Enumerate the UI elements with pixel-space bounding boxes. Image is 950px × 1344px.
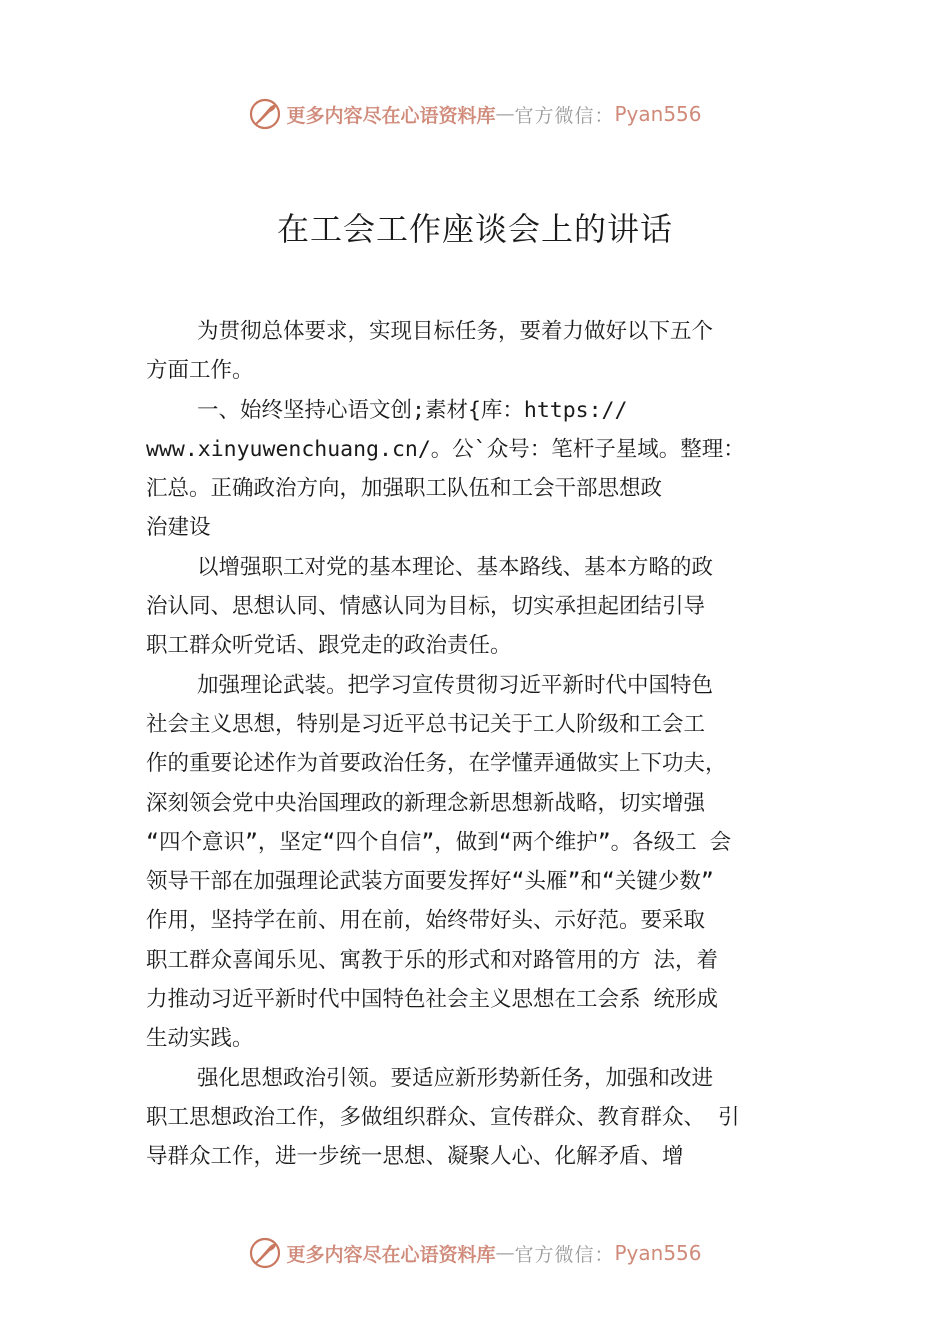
body-line: 深刻领会党中央治国理政的新理念新思想新战略，切实增强: [146, 790, 706, 816]
body-line: 职工群众喜闻乐见、寓教于乐的形式和对路管用的方 法，着: [146, 947, 718, 973]
body-line: 导群众工作，进一步统一思想、凝聚人心、化解矛盾、增: [146, 1144, 684, 1170]
body-line: www.xinyuwenchuang.cn/。公`众号：笔杆子星域。整理：: [146, 436, 745, 462]
document-body: [146, 312, 836, 1177]
body-line: “四个意识”，坚定“四个自信”，做到“两个维护”。各级工 会: [146, 829, 732, 855]
header-watermark-banner: [0, 94, 950, 134]
quill-logo-icon: [248, 1236, 282, 1270]
body-line: 汇总。正确政治方向，加强职工队伍和工会干部思想政: [146, 476, 663, 502]
body-line: 社会主义思想，特别是习近平总书记关于工人阶级和工会工: [146, 711, 706, 737]
banner-wechat-id: Pyan556: [614, 102, 702, 126]
body-line: 治认同、思想认同、情感认同为目标，切实承担起团结引导: [146, 594, 706, 620]
body-line: 职工思想政治工作，多做组织群众、宣传群众、教育群众、 引: [146, 1104, 740, 1130]
banner-wechat-label: 官方微信：: [514, 1243, 615, 1266]
body-line: 领导干部在加强理论武装方面要发挥好“头雁”和“关键少数”: [146, 869, 714, 895]
quill-logo-icon: [248, 97, 282, 131]
banner-wechat-id: Pyan556: [614, 1241, 702, 1265]
body-line: 生动实践。: [146, 1026, 254, 1052]
banner-wechat-label: 官方微信：: [514, 104, 615, 127]
body-line: 力推动习近平新时代中国特色社会主义思想在工会系 统形成: [146, 987, 718, 1013]
body-line: 方面工作。: [146, 358, 254, 384]
banner-brand-text: 更多内容尽在心语资料库: [286, 104, 496, 127]
banner-dash: —: [495, 103, 515, 125]
body-line: 治建设: [146, 515, 211, 541]
document-title: 在工会工作座谈会上的讲话: [276, 210, 673, 248]
banner-dash: —: [495, 1242, 515, 1264]
banner-brand-text: 更多内容尽在心语资料库: [286, 1243, 496, 1266]
banner-content: [248, 1236, 701, 1270]
body-line: 加强理论武装。把学习宣传贯彻习近平新时代中国特色: [197, 672, 714, 698]
body-line: 强化思想政治引领。要适应新形势新任务，加强和改进: [197, 1065, 714, 1091]
footer-watermark-banner: [0, 1233, 950, 1273]
body-line: 一、始终坚持心语文创;素材{库：https://: [197, 397, 628, 423]
body-line: 为贯彻总体要求，实现目标任务，要着力做好以下五个: [197, 319, 714, 344]
body-line: 作用，坚持学在前、用在前，始终带好头、示好范。要采取: [146, 908, 706, 934]
banner-content: [248, 97, 701, 131]
body-line: 以增强职工对党的基本理论、基本路线、基本方略的政: [197, 554, 714, 580]
body-line: 作的重要论述作为首要政治任务，在学懂弄通做实上下功夫，: [146, 751, 727, 777]
body-line: 职工群众听党话、跟党走的政治责任。: [146, 633, 512, 659]
